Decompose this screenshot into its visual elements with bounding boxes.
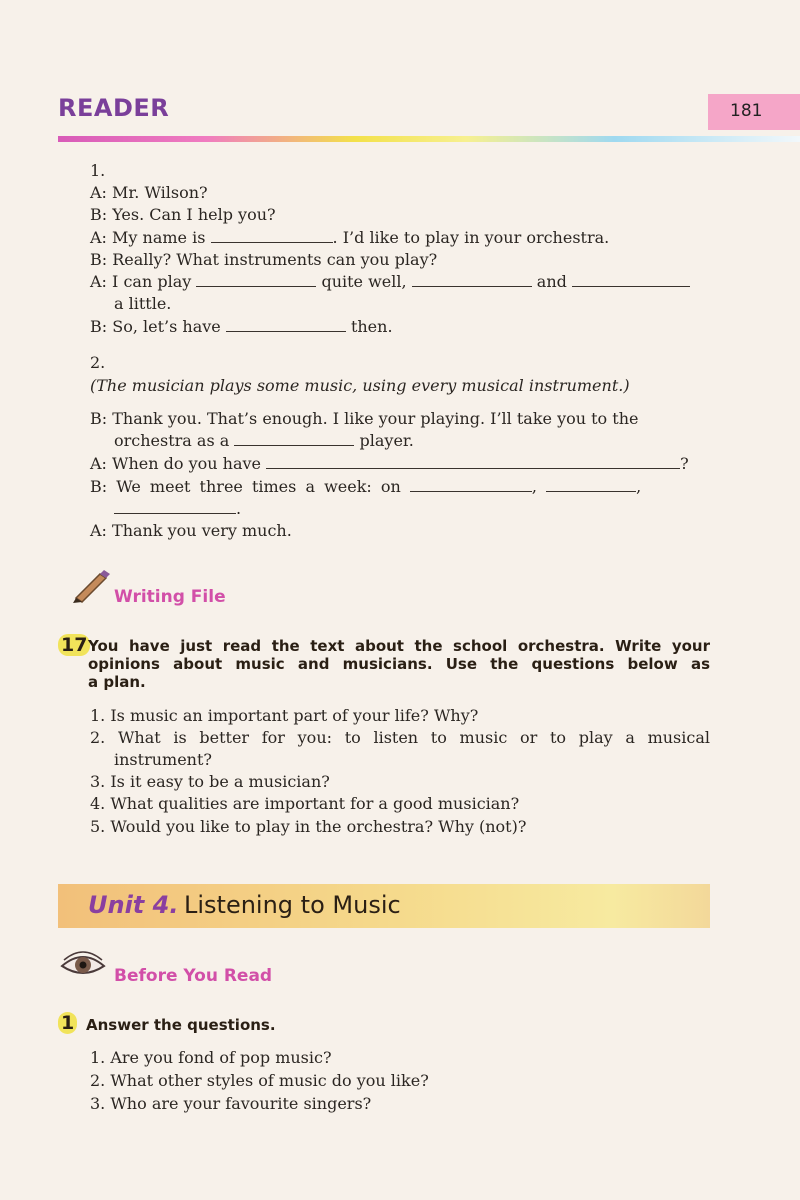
pen-icon	[70, 568, 114, 608]
dialogue-text: orchestra as a	[114, 431, 230, 450]
dialogue-1-line: a little.	[114, 294, 172, 313]
question-item: 4. What qualities are important for a good musician?	[90, 794, 520, 813]
dialogue-text: quite well,	[321, 272, 407, 291]
period: .	[236, 499, 242, 518]
dialogue-text: B: We meet three times a week: on	[90, 477, 401, 496]
fill-in-blank[interactable]	[546, 477, 636, 492]
task-1-number	[58, 1012, 77, 1034]
task-17-number	[58, 634, 90, 656]
stage-direction: (The musician plays some music, using every musical instrument.)	[90, 376, 630, 395]
dialogue-text: A: My name is	[90, 228, 206, 247]
dialogue-text: A: When do you have	[90, 454, 262, 473]
dialogue-2-line	[90, 453, 689, 475]
task-line: opinions about music and musicians. Use the questions below as	[88, 655, 710, 673]
fill-in-blank[interactable]	[226, 317, 346, 332]
page-number-tab	[708, 94, 800, 130]
fill-in-blank[interactable]	[572, 272, 690, 287]
dialogue-1-line	[90, 271, 690, 293]
dialogue-2-line: B: Thank you. That’s enough. I like your playing. I’ll take you to the	[90, 409, 639, 428]
unit-label: Unit 4.	[88, 891, 179, 919]
dialogue-text: . I’d like to play in your orchestra.	[332, 228, 610, 247]
dialogue-1-line: A: Mr. Wilson?	[90, 183, 208, 202]
task-17-instructions	[88, 637, 710, 691]
before-you-read-title: Before You Read	[114, 966, 273, 986]
question-item: 1. Is music an important part of your life? Why?	[90, 706, 479, 725]
task-1-instructions: Answer the questions.	[86, 1016, 276, 1034]
task-line: You have just read the text about the school orchestra. Write your	[88, 637, 710, 655]
comma: ,	[531, 477, 537, 496]
fill-in-blank[interactable]	[410, 477, 532, 492]
task-line: a plan.	[88, 673, 146, 691]
fill-in-blank[interactable]	[266, 454, 680, 469]
question-item: 2. What other styles of music do you like?	[90, 1071, 429, 1090]
question-item: 1. Are you fond of pop music?	[90, 1048, 332, 1067]
page-number: 181	[730, 101, 763, 121]
section-title: READER	[58, 94, 170, 122]
dialogue-2-line: A: Thank you very much.	[90, 521, 292, 540]
fill-in-blank[interactable]	[196, 272, 316, 287]
unit-title: Listening to Music	[184, 891, 401, 919]
dialogue-text: then.	[350, 317, 393, 336]
dialogue-1-line	[90, 316, 393, 338]
dialogue-1-line: B: Really? What instruments can you play?	[90, 250, 438, 269]
dialogue-text: B: So, let’s have	[90, 317, 221, 336]
dialogue-2-line	[114, 430, 414, 452]
dialogue-text: ?	[680, 454, 689, 473]
question-item: 3. Who are your favourite singers?	[90, 1094, 372, 1113]
writing-file-title: Writing File	[114, 587, 226, 607]
fill-in-blank[interactable]	[211, 228, 333, 243]
fill-in-blank[interactable]	[234, 431, 354, 446]
eye-icon	[58, 946, 108, 986]
task-number-badge: 1	[58, 1012, 77, 1034]
dialogue-1-line: B: Yes. Can I help you?	[90, 205, 276, 224]
dialogue-1-line	[90, 227, 609, 249]
fill-in-blank[interactable]	[412, 272, 532, 287]
question-item: instrument?	[114, 750, 212, 769]
dialogue-1-number: 1.	[90, 161, 106, 180]
dialogue-2-number: 2.	[90, 353, 106, 372]
header-rainbow-rule	[58, 136, 800, 142]
unit-heading-band	[58, 884, 710, 928]
task-number-badge: 17	[58, 634, 90, 656]
dialogue-text: A: I can play	[90, 272, 192, 291]
dialogue-text: player.	[359, 431, 414, 450]
dialogue-2-line	[114, 498, 241, 520]
question-item: 3. Is it easy to be a musician?	[90, 772, 330, 791]
fill-in-blank[interactable]	[114, 499, 236, 514]
dialogue-2-line	[90, 476, 641, 498]
dialogue-text: and	[536, 272, 567, 291]
question-item: 2. What is better for you: to listen to music or to play a musical	[90, 728, 710, 747]
comma: ,	[636, 477, 642, 496]
question-item: 5. Would you like to play in the orchestra? Why (not)?	[90, 817, 527, 836]
